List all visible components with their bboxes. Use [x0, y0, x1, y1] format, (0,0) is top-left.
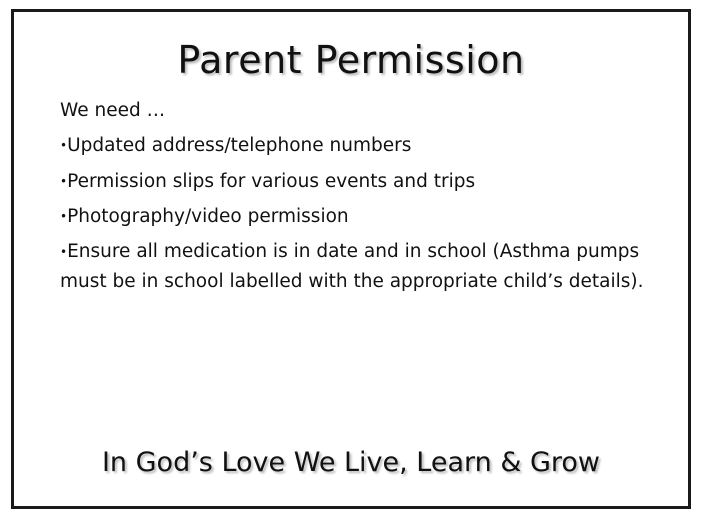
- bullet-icon: •: [60, 138, 68, 153]
- bullet-icon: •: [60, 209, 68, 224]
- bullet-icon: •: [60, 174, 68, 188]
- list-item: [60, 128, 660, 164]
- list-item: [60, 199, 660, 235]
- list-item: [60, 235, 660, 297]
- intro-text: We need …: [60, 100, 166, 121]
- slide-frame: [11, 9, 691, 509]
- list-item: [60, 164, 660, 200]
- bullet-text: Updated address/telephone numbers: [67, 135, 412, 156]
- slide-content: [60, 93, 660, 297]
- bullet-icon: •: [60, 244, 68, 259]
- bullet-text: Permission slips for various events and trips: [67, 170, 476, 192]
- bullet-text: Ensure all medication is in date and in school (Asthma pumps must be in school labelled with the appropriate child’s details).: [60, 240, 644, 292]
- slide-title: Parent Permission: [177, 38, 525, 82]
- bullet-text: Photography/video permission: [67, 206, 349, 227]
- bullet-list: [60, 128, 660, 297]
- slide-footer-motto: In God’s Love We Live, Learn & Grow: [101, 447, 601, 478]
